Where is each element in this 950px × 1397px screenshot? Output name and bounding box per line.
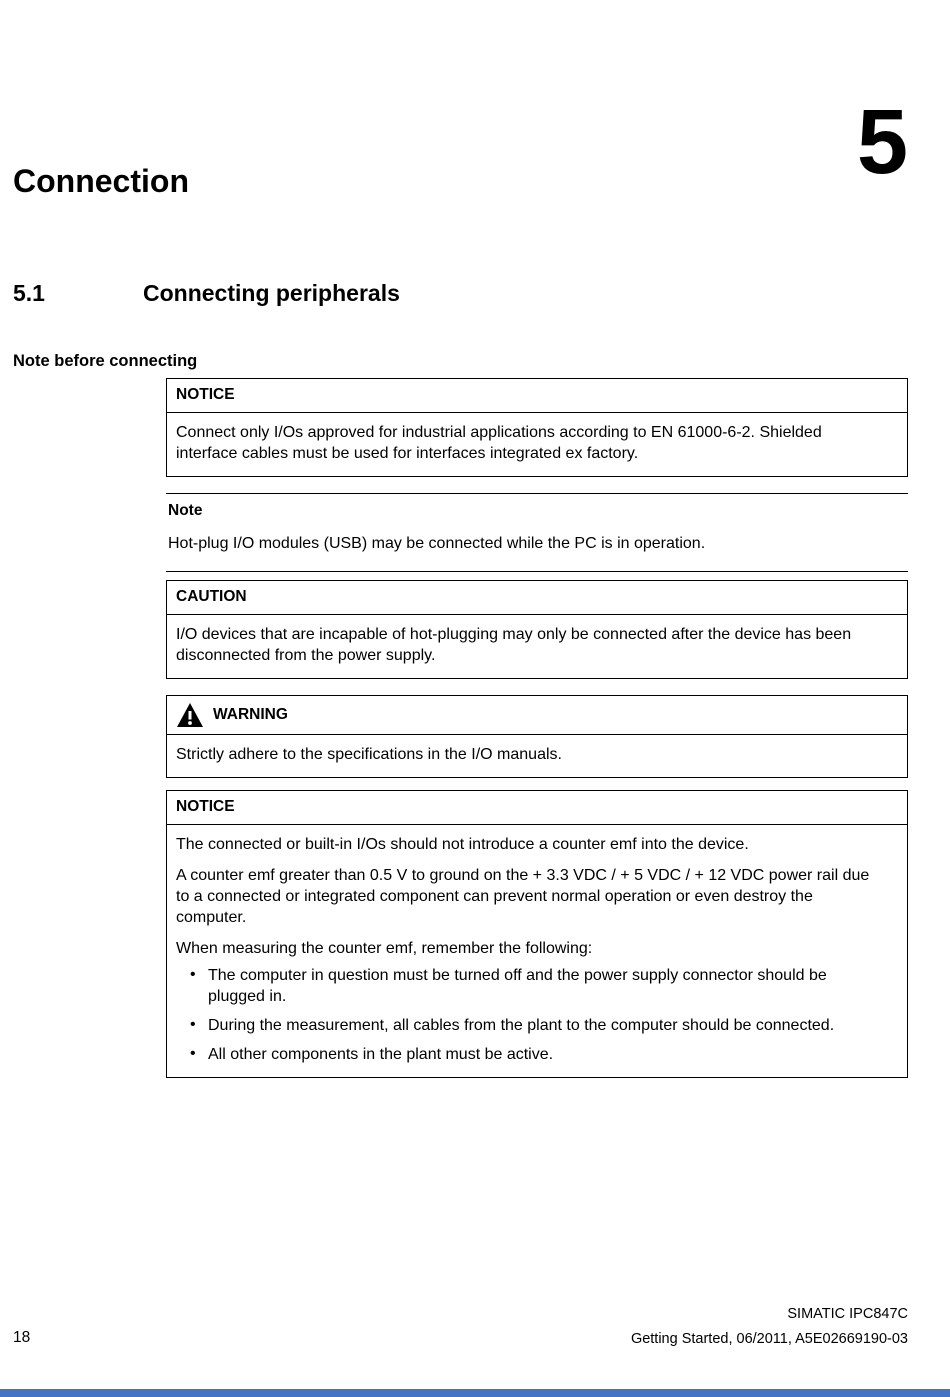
footer-product-name: SIMATIC IPC847C <box>787 1306 908 1322</box>
notice-paragraph: A counter emf greater than 0.5 V to ground on the + 3.3 VDC / + 5 VDC / + 12 VDC power rail due to a connected or integrated component can prevent normal operation or even destroy the computer. <box>176 867 870 926</box>
footer-page-number: 18 <box>13 1329 31 1346</box>
notice-box-1-label: NOTICE <box>176 386 235 403</box>
note-label: Note <box>168 502 203 519</box>
notice-box-2 <box>166 790 908 1078</box>
notice-box-2-body <box>167 825 907 1077</box>
caution-box-label: CAUTION <box>176 588 247 605</box>
note-text: Hot-plug I/O modules (USB) may be connected while the PC is in operation. <box>168 535 706 552</box>
bullet-item: • During the measurement, all cables from the plant to the computer should be connected. <box>190 1015 877 1036</box>
warning-box <box>166 695 908 778</box>
notice-box-2-header <box>167 791 907 825</box>
notice-box-1-text: Connect only I/Os approved for industrial applications according to EN 61000-6-2. Shielded interface cables must be used for interfaces integrated ex factory. <box>176 424 822 462</box>
caution-box <box>166 580 908 679</box>
notice-box-1-header <box>167 379 907 413</box>
warning-box-text: Strictly adhere to the specifications in the I/O manuals. <box>176 746 562 763</box>
note-before-connecting-heading: Note before connecting <box>13 351 198 370</box>
caution-box-body <box>167 615 907 678</box>
bullet-item: • All other components in the plant must be active. <box>190 1044 877 1065</box>
footer-doc-info: Getting Started, 06/2011, A5E02669190-03 <box>630 1331 908 1347</box>
bullet-list <box>176 965 877 1065</box>
chapter-number: 5 <box>856 91 908 193</box>
note-section <box>166 493 908 572</box>
chapter-title: Connection <box>13 163 189 200</box>
notice-box-2-label: NOTICE <box>176 798 235 815</box>
bullet-item: • The computer in question must be turned off and the power supply connector should be plugged in. <box>190 965 877 1007</box>
caution-box-text: I/O devices that are incapable of hot-plugging may only be connected after the device has been disconnected from the power supply. <box>176 626 852 664</box>
notice-box-1-body <box>167 413 907 476</box>
section-title: Connecting peripherals <box>143 280 400 307</box>
caution-box-header <box>167 581 907 615</box>
section-heading <box>13 280 400 307</box>
bottom-accent-bar <box>0 1389 950 1397</box>
notice-paragraph: The connected or built-in I/Os should not introduce a counter emf into the device. <box>176 836 749 853</box>
notice-paragraph: When measuring the counter emf, remember the following: <box>176 940 593 957</box>
warning-box-header <box>167 696 907 735</box>
warning-triangle-icon <box>176 702 204 728</box>
warning-box-label: WARNING <box>213 706 288 723</box>
section-number: 5.1 <box>13 280 45 307</box>
notice-box-1 <box>166 378 908 477</box>
warning-box-body <box>167 735 907 777</box>
